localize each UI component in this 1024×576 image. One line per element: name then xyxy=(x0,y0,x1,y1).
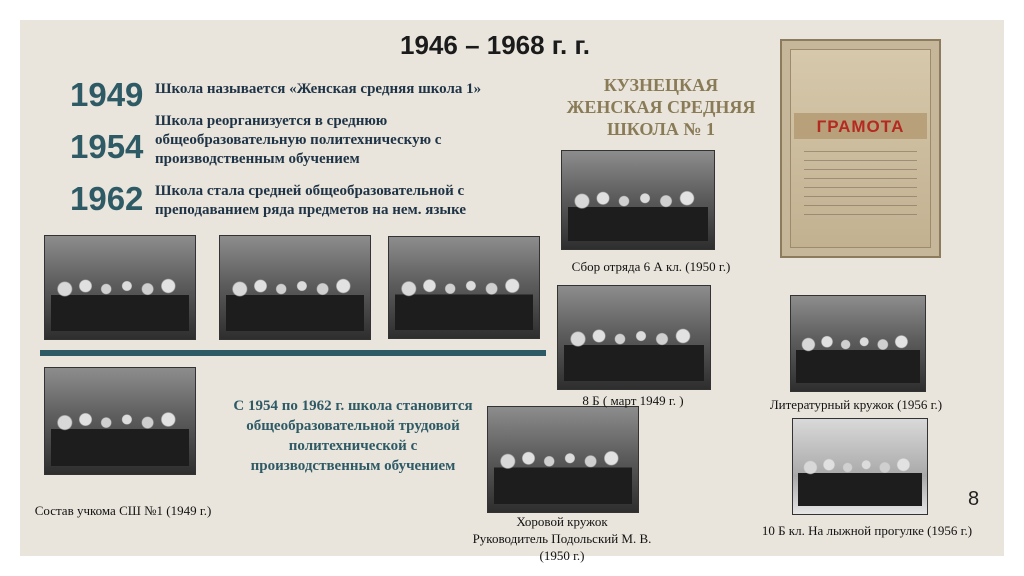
caption-choir-leader: Руководитель Подольский М. В. xyxy=(472,531,652,546)
certificate-image xyxy=(780,39,941,258)
photo-group-1949-c xyxy=(388,236,540,339)
caption-ski: 10 Б кл. На лыжной прогулке (1956 г.) xyxy=(761,523,973,538)
caption-sbor: Сбор отряда 6 А кл. (1950 г.) xyxy=(571,259,731,274)
photo-8b xyxy=(557,285,711,390)
year-1962-text: Школа стала средней общеобразовательной с преподаванием ряда предметов на нем. языке xyxy=(155,183,466,218)
year-1949-text: Школа называется «Женская средняя школа 1» xyxy=(155,81,482,97)
photo-sbor xyxy=(561,150,715,250)
certificate-title: ГРАМОТА xyxy=(816,117,905,136)
year-1954: 1954 xyxy=(70,128,144,165)
photo-ski xyxy=(792,418,928,515)
slide-title: 1946 – 1968 г. г. xyxy=(400,30,590,60)
page-number: 8 xyxy=(968,488,980,510)
section-divider xyxy=(40,350,546,356)
year-1954-text: Школа реорганизуется в среднюю общеобразовательную политехническую с производственным обучением xyxy=(155,113,442,167)
banner-line-2: ЖЕНСКАЯ СРЕДНЯЯ xyxy=(566,97,756,117)
photo-uchkom xyxy=(44,367,196,475)
year-1949: 1949 xyxy=(70,76,144,113)
caption-8b: 8 Б ( март 1949 г. ) xyxy=(582,393,684,408)
caption-choir-year: (1950 г.) xyxy=(539,548,585,563)
banner-line-3: ШКОЛА № 1 xyxy=(607,119,715,139)
certificate-text-lines xyxy=(804,151,917,221)
photo-choir xyxy=(487,406,639,513)
caption-choir-title: Хоровой кружок xyxy=(516,514,608,529)
highlight-text: С 1954 по 1962 г. школа становится общеобразовательной трудовой политехнической с производственным обучением xyxy=(233,398,473,474)
year-1962: 1962 xyxy=(70,180,144,217)
caption-literary: Литературный кружок (1956 г.) xyxy=(769,397,943,412)
photo-group-1949-a xyxy=(44,235,196,340)
photo-literary xyxy=(790,295,926,392)
photo-group-1949-b xyxy=(219,235,371,340)
caption-uchkom: Состав учкома СШ №1 (1949 г.) xyxy=(34,503,212,518)
banner-line-1: КУЗНЕЦКАЯ xyxy=(603,75,719,95)
